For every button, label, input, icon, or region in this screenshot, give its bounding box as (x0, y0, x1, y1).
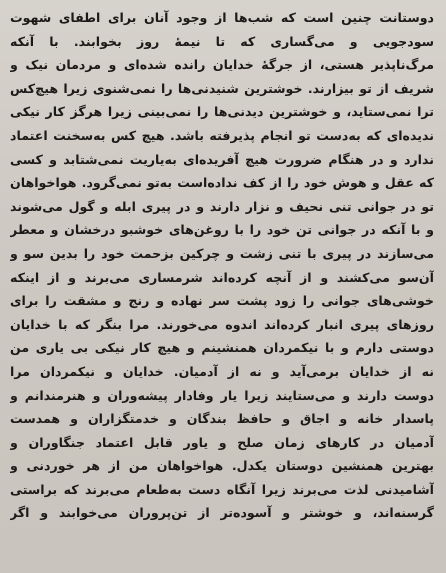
text-line: ترا نمی‌ستاید، و خوشترین دیدنی‌ها را نمی‌بینی زیرا هرگز کار نیکی (10, 104, 434, 120)
text-line: ندیده‌ای که به‌دست تو انجام پذیرفته باشد. هیچ کس به‌سخنت اعتماد (10, 127, 434, 143)
text-line: ندارد و در هنگام ضرورت هیچ آفریده‌ای به‌یاریت نمی‌شتابد و کسی (10, 151, 434, 167)
text-line: آدمیان در کارهای زمان صلح و یاور قابل اعتماد جنگاوران و (10, 434, 434, 450)
text-line: آشامیدنی لذت می‌برند زیرا آنگاه دست به‌طعام می‌برند که براستی (10, 481, 434, 497)
text-line: گرسنه‌اند، و خوشتر و آسوده‌تر از تن‌پروران می‌خوابند و اگر (10, 505, 434, 521)
text-line: پاسدار خانه و اجاق و حافظ بندگان و خدمتگزاران و همدست (10, 411, 434, 427)
text-line: و با آنکه در جوانی تن خود را با روغن‌های خوشبو درخشان و معطر (10, 222, 434, 238)
text-line: سودجویی و می‌گساری که تا نیمهٔ روز بخوابند. با آنکه (10, 33, 434, 49)
persian-text-block (10, 6, 434, 525)
text-line: دوستی دارم و با نیکمردان همنشینم و هیچ کار نیکی بی یاری من (10, 340, 434, 356)
text-line: روزهای پیری انبار کرده‌اند اندوه می‌خورند. مرا بنگر که با خدایان (10, 316, 434, 332)
text-line: که عقل و هوش خود را از کف نداده‌است به‌تو نمی‌گرود. هواخواهان (10, 175, 434, 191)
text-line: بهترین همنشین دوستان یکدل. هواخواهان من از هر خوردنی و (10, 458, 434, 474)
text-line: تو در جوانی تنی نحیف و نزار دارند و در پیری ابله و گول می‌شوند (10, 198, 434, 214)
text-line: دوست دارند و می‌ستایند زیرا یار وفادار پیشه‌وران و هنرمندانم و (10, 387, 434, 403)
text-line: نه از خدایان برمی‌آید و نه از آدمیان. خدایان و نیکمردان مرا (10, 363, 434, 379)
text-line: آن‌سو می‌کشند و از آنچه کرده‌اند شرمساری می‌برند و از اینکه (10, 269, 434, 285)
text-line: خوشی‌های جوانی را زود پشت سر نهاده و رنج و مشقت را برای (10, 293, 434, 309)
text-line: شریف از تو بیزارند. خوشترین شنیدنی‌ها را نمی‌شنوی زیرا هیچ‌کس (10, 80, 434, 96)
text-line: دوستانت چنین است که شب‌ها از وجود آنان برای اطفای شهوت (10, 10, 434, 25)
text-line: مرگ‌ناپذیر هستی، از جرگهٔ خدایان رانده شده‌ای و مردمان نیک و (10, 57, 434, 73)
text-line: می‌سازند در پیری با تنی زشت و چرکین بزحمت خود را بدین سو و (10, 245, 434, 261)
